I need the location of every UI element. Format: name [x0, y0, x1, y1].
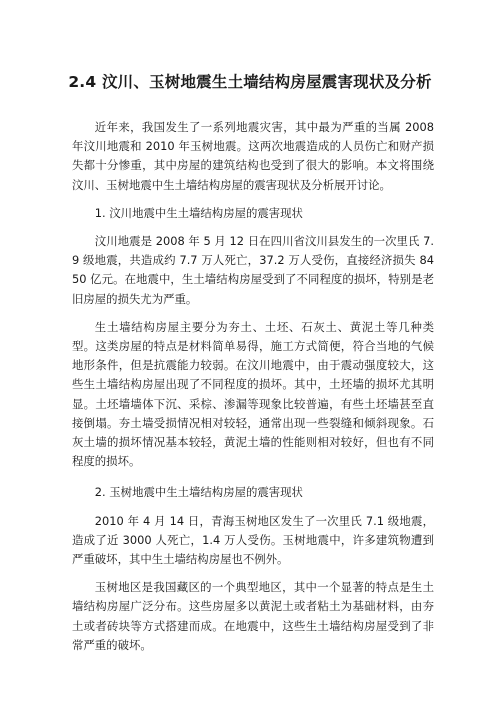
section-heading-wenchuan: 1. 汶川地震中生土墙结构房屋的震害现状	[94, 205, 303, 220]
intro-paragraph: 近年来，我国发生了一系列地震灾害，其中最为严重的当属 2008 年汶川地震和 2010 年玉树地震。这两次地震造成的人员伤亡和财产损失都十分惨重，其中房屋的建筑结构也受到了很大的影响。本文将围绕汶川、玉树地震中生土墙结构房屋的震害现状及分析展开讨论。	[72, 120, 434, 192]
document-body	[72, 118, 434, 655]
yushu-paragraph-1: 2010 年 4 月 14 日，青海玉树地区发生了一次里氏 7.1 级地震，造成了近 3000 人死亡，1.4 万人受伤。玉树地震中，许多建筑物遭到严重破坏，其中生土墙结构房屋也不例外。	[72, 513, 434, 567]
yushu-paragraph-2: 玉树地区是我国藏区的一个典型地区，其中一个显著的特点是生土墙结构房屋广泛分布。这些房屋多以黄泥土或者粘土为基础材料，由夯土或者砖块等方式搭建而成。在地震中，这些生土墙结构房屋受到了非常严重的破坏。	[72, 580, 434, 652]
document-title: 2.4 汶川、玉树地震生土墙结构房屋震害现状及分析	[68, 73, 432, 91]
wenchuan-paragraph-1: 汶川地震是 2008 年 5 月 12 日在四川省汶川县发生的一次里氏 7.9 级地震，共造成约 7.7 万人死亡，37.2 万人受伤，直接经济损失 8450 亿元。在地震中，生土墙结构房屋受到了不同程度的损坏，特别是老旧房屋的损失尤为严重。	[72, 234, 434, 306]
section-heading-yushu: 2. 玉树地震中生土墙结构房屋的震害现状	[94, 485, 303, 500]
wenchuan-paragraph-2: 生土墙结构房屋主要分为夯土、土坯、石灰土、黄泥土等几种类型。这类房屋的特点是材料简单易得，施工方式简便，符合当地的气候地形条件，但是抗震能力较弱。在汶川地震中，由于震动强度较大，这些生土墙结构房屋出现了不同程度的损坏。其中，土坯墙的损坏尤其明显。土坯墙墙体下沉、采棕、渗漏等现象比较普遍，有些土坯墙甚至直接倒塌。夯土墙受损情况相对较轻，通常出现一些裂缝和倾斜现象。石灰土墙的损坏情况基本较轻，黄泥土墙的性能则相对较好，但也有不同程度的损坏。	[72, 319, 434, 469]
